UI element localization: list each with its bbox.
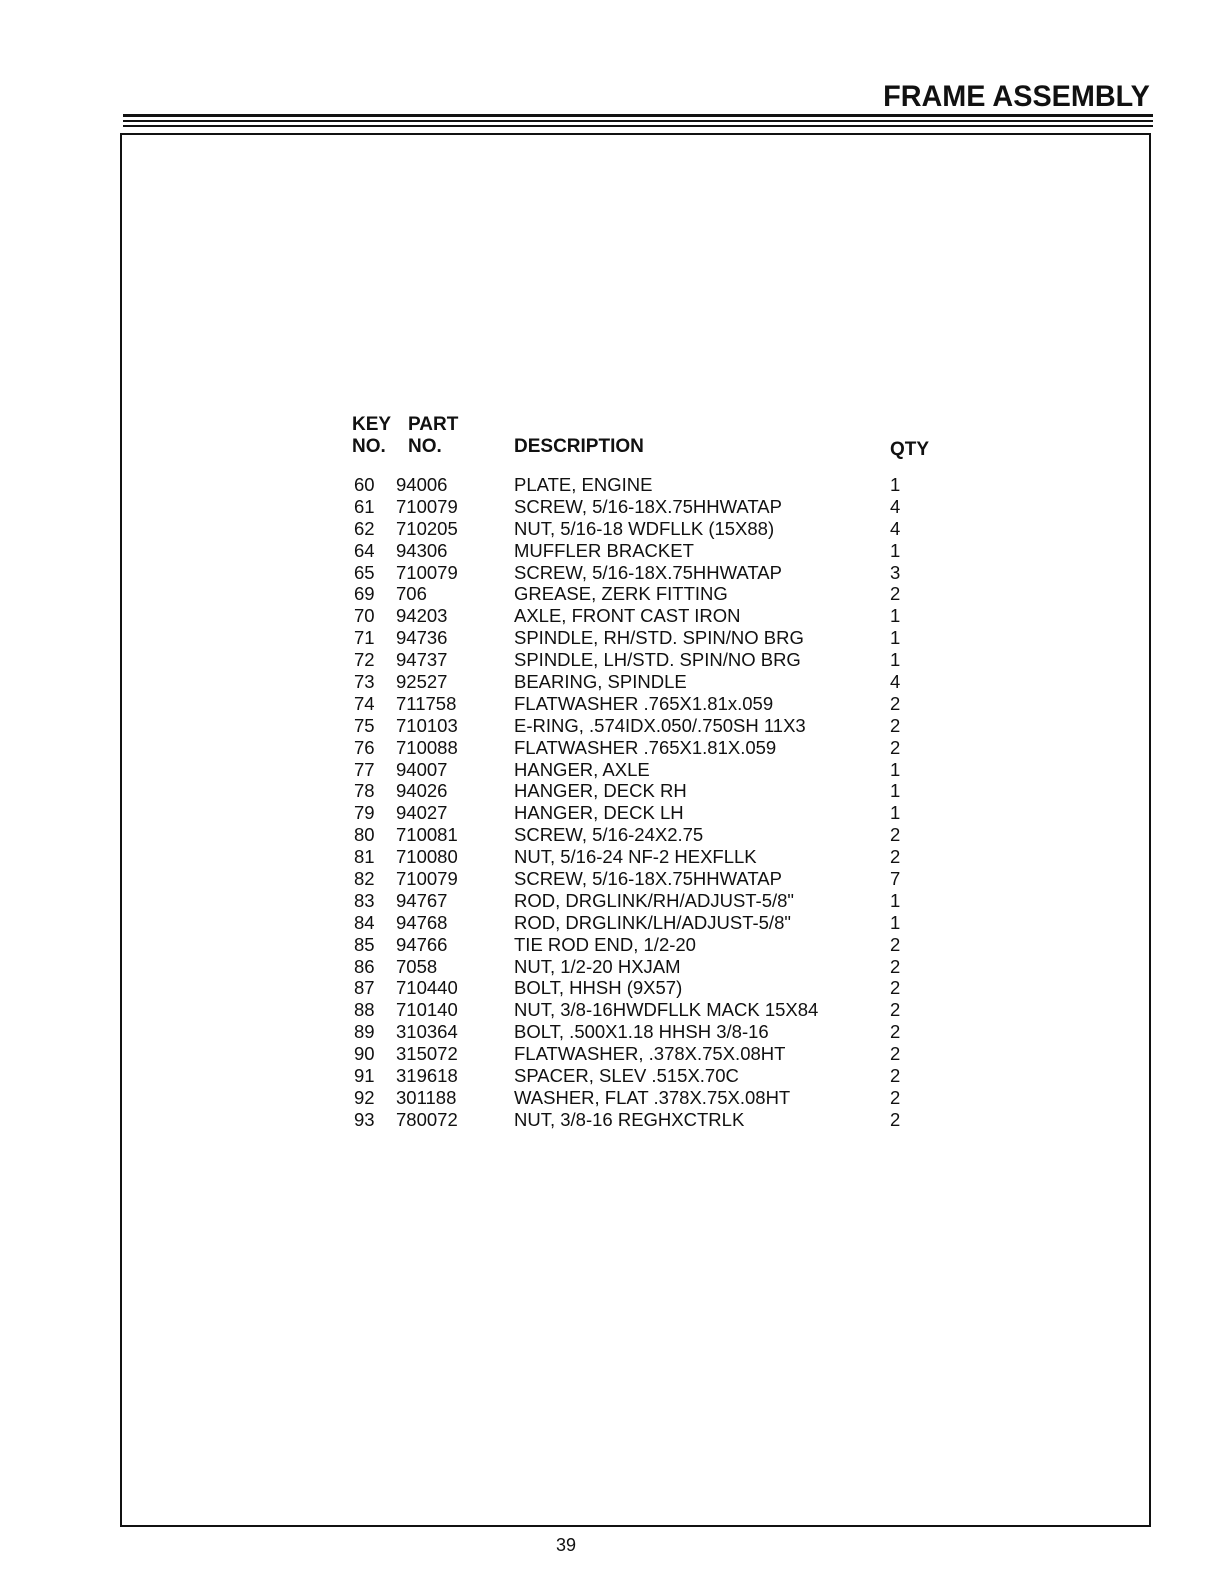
part-no-cell: 7058 [396, 955, 438, 977]
header-key-no-line2: NO. [352, 436, 386, 457]
table-row [352, 649, 952, 671]
description-cell: HANGER, DECK RH [514, 780, 687, 802]
key-no-cell: 86 [354, 955, 375, 977]
description-cell: PLATE, ENGINE [514, 474, 653, 495]
table-row [352, 956, 952, 978]
key-no-cell: 92 [354, 1086, 375, 1108]
qty-cell: 2 [890, 714, 901, 736]
key-no-cell: 90 [354, 1043, 375, 1065]
key-no-cell: 88 [354, 999, 375, 1021]
key-no-cell: 80 [354, 824, 375, 846]
qty-cell: 1 [890, 605, 901, 627]
qty-cell: 1 [890, 758, 901, 780]
description-cell: BEARING, SPINDLE [514, 671, 687, 693]
header-qty: QTY [890, 439, 930, 460]
key-no-cell: 65 [354, 561, 375, 583]
description-cell: MUFFLER BRACKET [514, 539, 694, 561]
key-no-cell: 82 [354, 868, 375, 890]
table-row [352, 802, 952, 824]
table-row [352, 1109, 952, 1131]
table-row [352, 496, 952, 518]
key-no-cell: 60 [354, 474, 375, 495]
qty-cell: 1 [890, 474, 901, 495]
description-cell: FLATWASHER .765X1.81X.059 [514, 736, 777, 758]
description-cell: E-RING, .574IDX.050/.750SH 11X3 [514, 714, 806, 736]
table-row [352, 934, 952, 956]
table-row [352, 737, 952, 759]
qty-cell: 2 [890, 1086, 901, 1108]
part-no-cell: 94766 [396, 933, 448, 955]
qty-cell: 2 [890, 1108, 901, 1130]
table-row [352, 759, 952, 781]
key-no-cell: 74 [354, 692, 375, 714]
table-row [352, 474, 952, 496]
qty-cell: 1 [890, 780, 901, 802]
key-no-cell: 75 [354, 714, 375, 736]
description-cell: SPACER, SLEV .515X.70C [514, 1065, 739, 1087]
key-no-cell: 84 [354, 911, 375, 933]
part-no-cell: 94737 [396, 649, 448, 671]
table-row [352, 1021, 952, 1043]
qty-cell: 2 [890, 999, 901, 1021]
qty-cell: 1 [890, 627, 901, 649]
part-no-cell: 94006 [396, 474, 448, 495]
description-cell: FLATWASHER, .378X.75X.08HT [514, 1043, 786, 1065]
description-cell: NUT, 1/2-20 HXJAM [514, 955, 681, 977]
qty-cell: 4 [890, 517, 901, 539]
part-no-cell: 94768 [396, 911, 448, 933]
qty-cell: 2 [890, 824, 901, 846]
description-cell: ROD, DRGLINK/LH/ADJUST-5/8" [514, 911, 791, 933]
qty-cell: 2 [890, 692, 901, 714]
part-no-cell: 711758 [396, 692, 457, 714]
description-cell: BOLT, .500X1.18 HHSH 3/8-16 [514, 1021, 769, 1043]
part-no-cell: 315072 [396, 1043, 458, 1065]
table-row [352, 715, 952, 737]
key-no-cell: 70 [354, 605, 375, 627]
key-no-cell: 89 [354, 1021, 375, 1043]
key-no-cell: 93 [354, 1108, 375, 1130]
table-row [352, 977, 952, 999]
qty-cell: 4 [890, 495, 901, 517]
qty-cell: 1 [890, 911, 901, 933]
title-rule-middle [123, 120, 1153, 122]
key-no-cell: 83 [354, 889, 375, 911]
qty-cell: 1 [890, 539, 901, 561]
table-row [352, 1087, 952, 1109]
part-no-cell: 92527 [396, 671, 448, 693]
part-no-cell: 310364 [396, 1021, 458, 1043]
description-cell: WASHER, FLAT .378X.75X.08HT [514, 1086, 791, 1108]
part-no-cell: 94767 [396, 889, 448, 911]
header-key-no-line1: KEY [352, 414, 392, 435]
table-row [352, 824, 952, 846]
qty-cell: 2 [890, 1021, 901, 1043]
key-no-cell: 61 [354, 495, 375, 517]
qty-cell: 2 [890, 955, 901, 977]
key-no-cell: 71 [354, 627, 375, 649]
key-no-cell: 78 [354, 780, 375, 802]
key-no-cell: 79 [354, 802, 375, 824]
description-cell: HANGER, AXLE [514, 758, 650, 780]
parts-table [352, 412, 952, 1131]
table-row [352, 999, 952, 1021]
part-no-cell: 301188 [396, 1086, 457, 1108]
description-cell: ROD, DRGLINK/RH/ADJUST-5/8" [514, 889, 795, 911]
table-header [352, 412, 952, 474]
table-row [352, 1065, 952, 1087]
part-no-cell: 94306 [396, 539, 448, 561]
qty-cell: 2 [890, 583, 901, 605]
table-row [352, 605, 952, 627]
qty-cell: 1 [890, 649, 901, 671]
table-row [352, 1043, 952, 1065]
table-row [352, 780, 952, 802]
description-cell: AXLE, FRONT CAST IRON [514, 605, 741, 627]
description-cell: SPINDLE, RH/STD. SPIN/NO BRG [514, 627, 804, 649]
part-no-cell: 94203 [396, 605, 448, 627]
part-no-cell: 94026 [396, 780, 448, 802]
qty-cell: 1 [890, 802, 901, 824]
key-no-cell: 72 [354, 649, 375, 671]
table-body [352, 474, 952, 1131]
qty-cell: 7 [890, 868, 901, 890]
description-cell: HANGER, DECK LH [514, 802, 684, 824]
key-no-cell: 73 [354, 671, 375, 693]
key-no-cell: 91 [354, 1065, 375, 1087]
description-cell: NUT, 5/16-18 WDFLLK (15X88) [514, 517, 775, 539]
table-row [352, 693, 952, 715]
table-row [352, 518, 952, 540]
key-no-cell: 81 [354, 846, 375, 868]
qty-cell: 2 [890, 736, 901, 758]
description-cell: NUT, 5/16-24 NF-2 HEXFLLK [514, 846, 757, 868]
part-no-cell: 710079 [396, 868, 458, 890]
part-no-cell: 780072 [396, 1108, 458, 1130]
description-cell: SCREW, 5/16-18X.75HHWATAP [514, 868, 782, 890]
key-no-cell: 62 [354, 517, 375, 539]
part-no-cell: 710079 [396, 561, 458, 583]
description-cell: SCREW, 5/16-18X.75HHWATAP [514, 495, 782, 517]
table-row [352, 890, 952, 912]
part-no-cell: 319618 [396, 1065, 458, 1087]
description-cell: TIE ROD END, 1/2-20 [514, 933, 696, 955]
qty-cell: 2 [890, 933, 901, 955]
description-cell: FLATWASHER .765X1.81x.059 [514, 692, 774, 714]
description-cell: NUT, 3/8-16HWDFLLK MACK 15X84 [514, 999, 819, 1021]
qty-cell: 3 [890, 561, 901, 583]
part-no-cell: 706 [396, 583, 427, 605]
qty-cell: 2 [890, 1043, 901, 1065]
qty-cell: 2 [890, 1065, 901, 1087]
qty-cell: 4 [890, 671, 901, 693]
key-no-cell: 85 [354, 933, 375, 955]
title-rule-bottom [123, 125, 1153, 127]
table-row [352, 583, 952, 605]
part-no-cell: 710081 [396, 824, 458, 846]
description-cell: GREASE, ZERK FITTING [514, 583, 728, 605]
qty-cell: 2 [890, 846, 901, 868]
key-no-cell: 64 [354, 539, 375, 561]
table-row [352, 540, 952, 562]
page-title: FRAME ASSEMBLY [883, 80, 1150, 113]
description-cell: SPINDLE, LH/STD. SPIN/NO BRG [514, 649, 801, 671]
part-no-cell: 710140 [396, 999, 458, 1021]
description-cell: NUT, 3/8-16 REGHXCTRLK [514, 1108, 745, 1130]
part-no-cell: 710103 [396, 714, 458, 736]
part-no-cell: 710088 [396, 736, 458, 758]
part-no-cell: 94027 [396, 802, 448, 824]
header-part-no-line1: PART [408, 414, 459, 435]
description-cell: SCREW, 5/16-24X2.75 [514, 824, 704, 846]
part-no-cell: 710079 [396, 495, 458, 517]
key-no-cell: 69 [354, 583, 375, 605]
qty-cell: 1 [890, 889, 901, 911]
table-row [352, 627, 952, 649]
key-no-cell: 77 [354, 758, 375, 780]
table-row [352, 671, 952, 693]
description-cell: SCREW, 5/16-18X.75HHWATAP [514, 561, 782, 583]
table-row [352, 562, 952, 584]
part-no-cell: 94736 [396, 627, 448, 649]
qty-cell: 2 [890, 977, 901, 999]
key-no-cell: 87 [354, 977, 375, 999]
table-row [352, 846, 952, 868]
part-no-cell: 710440 [396, 977, 458, 999]
part-no-cell: 94007 [396, 758, 448, 780]
header-part-no-line2: NO. [408, 436, 442, 457]
description-cell: BOLT, HHSH (9X57) [514, 977, 683, 999]
part-no-cell: 710080 [396, 846, 458, 868]
key-no-cell: 76 [354, 736, 375, 758]
header-description: DESCRIPTION [514, 436, 644, 457]
title-rule-top [123, 114, 1153, 117]
part-no-cell: 710205 [396, 517, 458, 539]
table-row [352, 912, 952, 934]
page-number: 39 [556, 1535, 577, 1555]
table-row [352, 868, 952, 890]
